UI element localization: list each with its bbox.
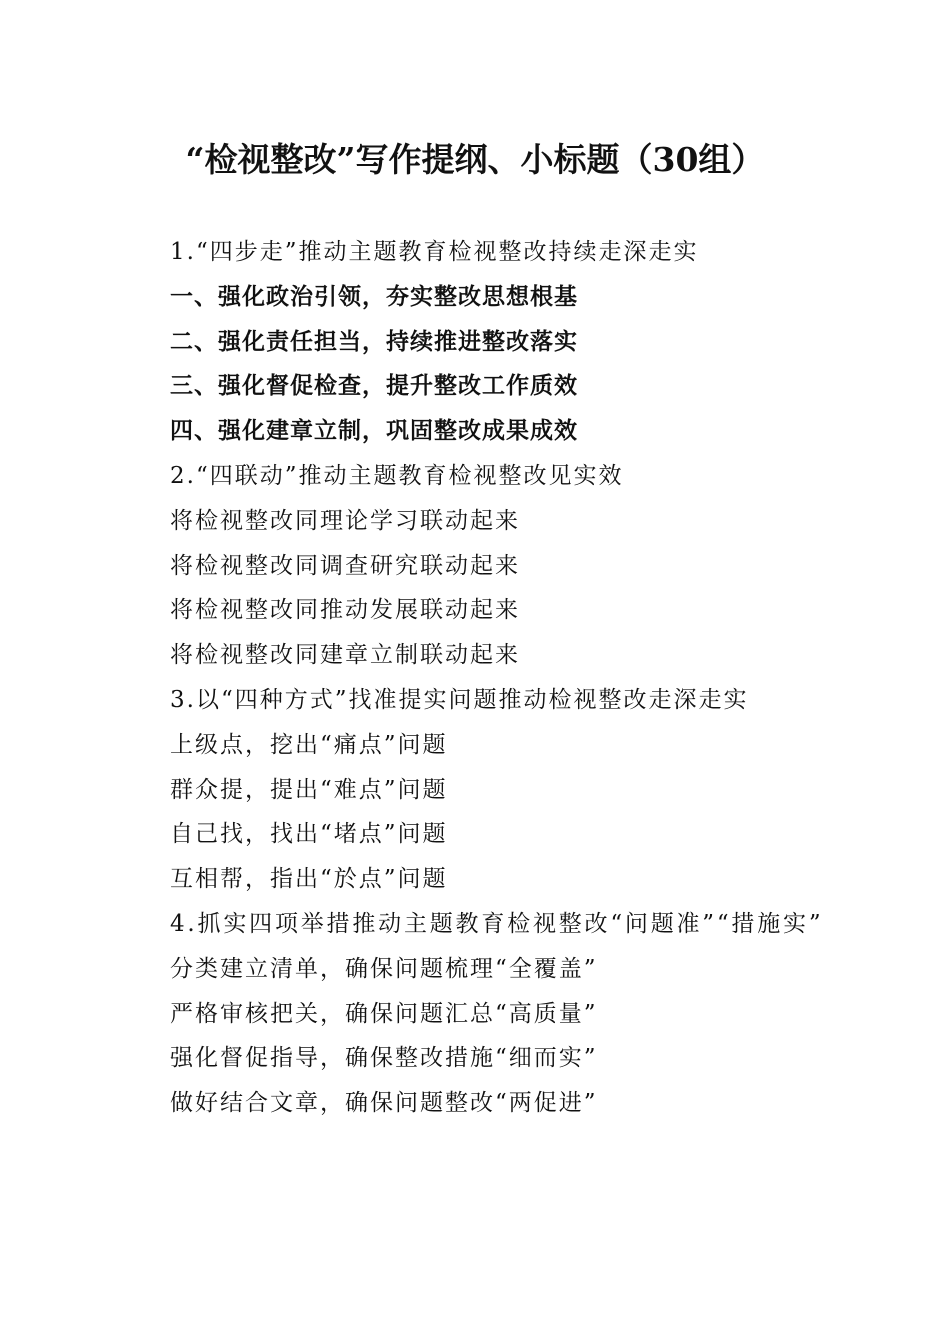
- section-item: 三、强化督促检查，提升整改工作质效: [170, 373, 578, 400]
- section-item: 四、强化建章立制，巩固整改成果成效: [170, 418, 578, 445]
- section-heading: 2.“四联动”推动主题教育检视整改见实效: [170, 462, 624, 489]
- section-heading: 1.“四步走”推动主题教育检视整改持续走深走实: [170, 239, 699, 265]
- section-item: 自己找，找出“堵点”问题: [170, 821, 448, 848]
- section-item: 上级点，挖出“痛点”问题: [170, 731, 448, 758]
- section-item: 将检视整改同理论学习联动起来: [170, 507, 520, 534]
- section-item: 互相帮，指出“於点”问题: [170, 866, 448, 893]
- section-item: 一、强化政治引领，夯实整改思想根基: [170, 283, 578, 310]
- document-title: “检视整改”写作提纲、小标题（30组）: [185, 140, 765, 179]
- section-item: 群众提，提出“难点”问题: [170, 776, 448, 803]
- section-item: 将检视整改同建章立制联动起来: [170, 642, 520, 669]
- section-item: 强化督促指导，确保整改措施“细而实”: [170, 1045, 598, 1072]
- section-heading: 4.抓实四项举措推动主题教育检视整改“问题准”“措施实”: [170, 910, 824, 937]
- section-item: 将检视整改同调查研究联动起来: [170, 552, 520, 579]
- section-item: 将检视整改同推动发展联动起来: [170, 597, 520, 624]
- section-item: 做好结合文章，确保问题整改“两促进”: [170, 1090, 598, 1117]
- section-item: 二、强化责任担当，持续推进整改落实: [170, 328, 578, 355]
- section-item: 严格审核把关，确保问题汇总“高质量”: [170, 1000, 598, 1027]
- section-item: 分类建立清单，确保问题梳理“全覆盖”: [170, 955, 598, 982]
- section-heading: 3.以“四种方式”找准提实问题推动检视整改走深走实: [170, 686, 749, 713]
- document-body: [120, 230, 830, 1126]
